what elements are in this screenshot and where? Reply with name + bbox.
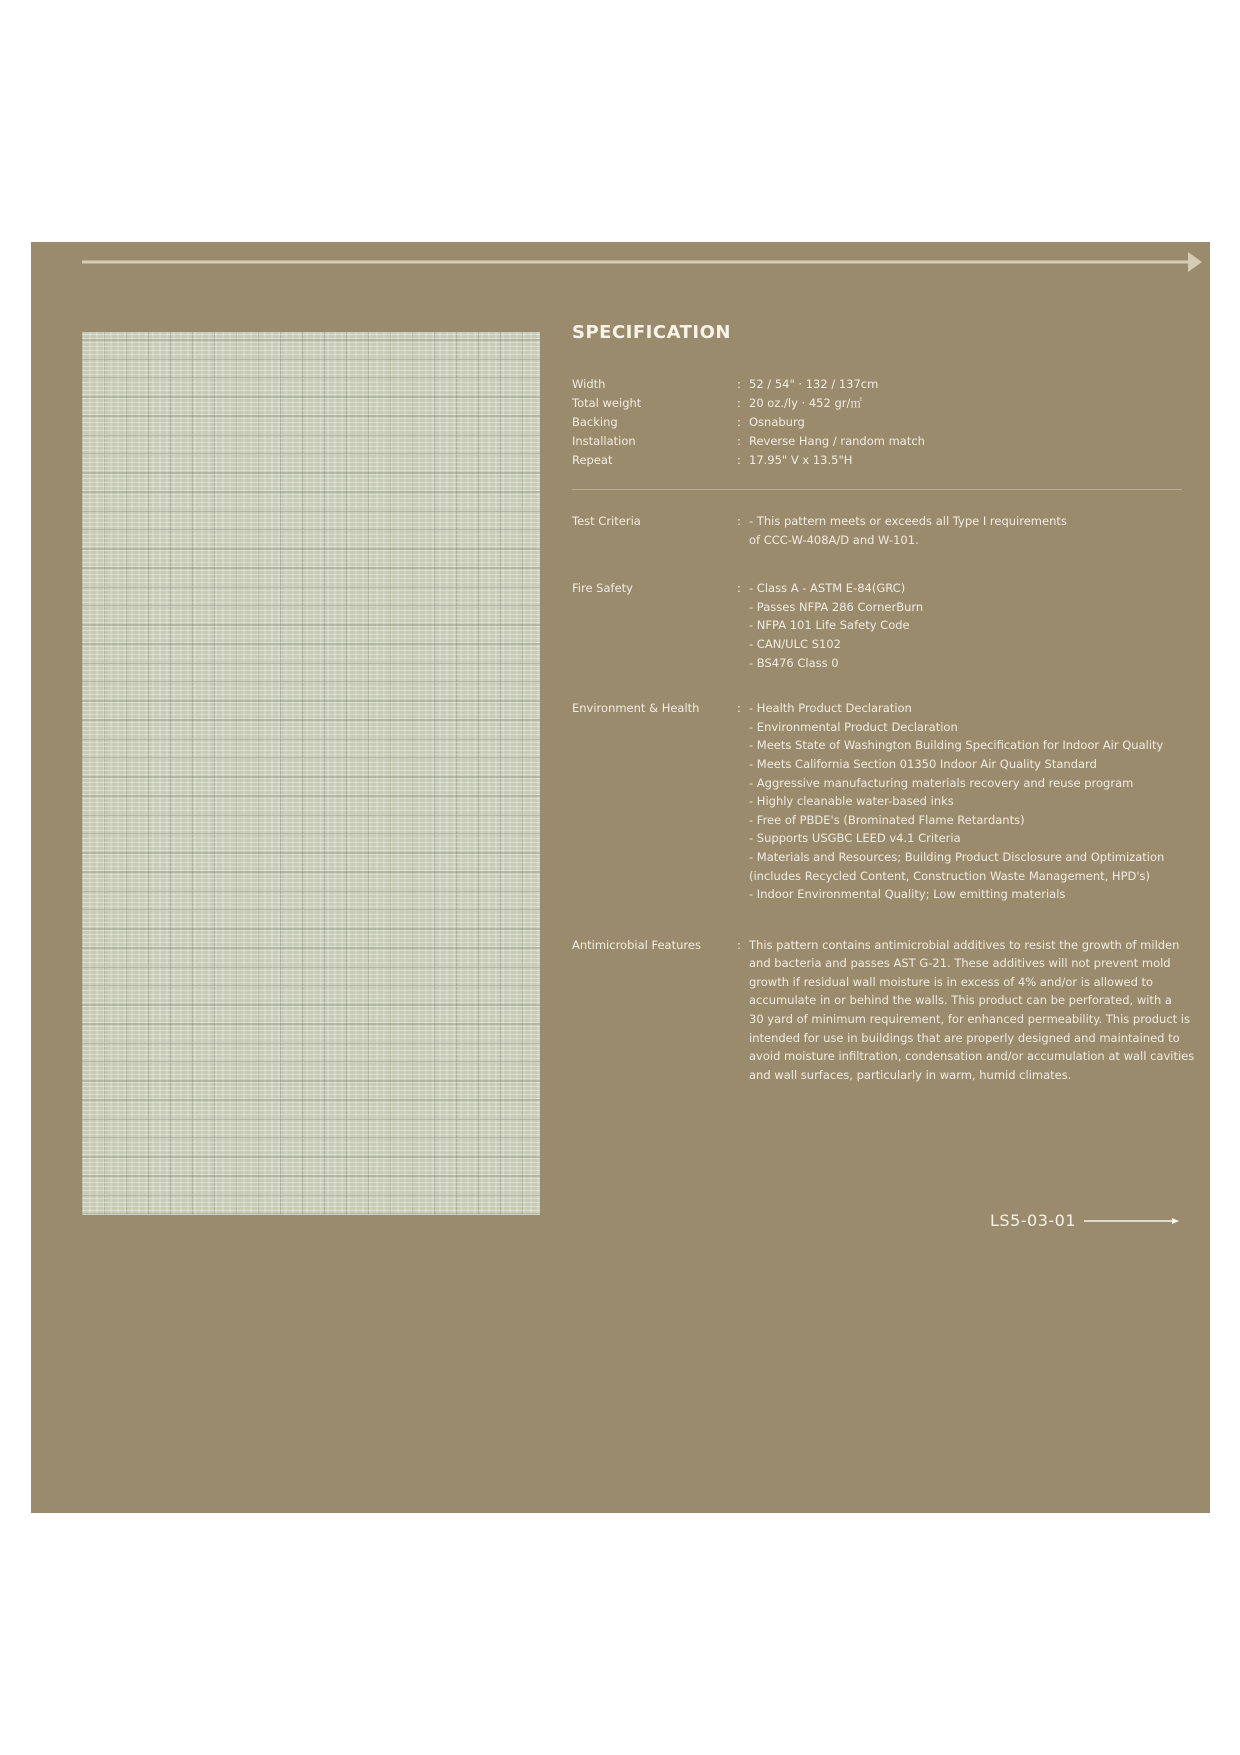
section-label: Environment & Health	[572, 701, 700, 716]
text-line: - Aggressive manufacturing materials recovery and reuse program	[749, 775, 1134, 790]
spec-table	[572, 375, 1182, 470]
text-line: and bacteria and passes AST G-21. These additives will not prevent mold	[749, 956, 1171, 971]
colon: :	[737, 434, 741, 448]
text-line: - Supports USGBC LEED v4.1 Criteria	[749, 831, 961, 846]
spec-label: Repeat	[572, 453, 613, 467]
colon: :	[737, 514, 741, 528]
text-line: - Free of PBDE's (Brominated Flame Retardants)	[749, 812, 1025, 827]
text-line: 30 yard of minimum requirement, for enhanced permeability. This product is	[749, 1012, 1190, 1027]
text-line: - Indoor Environmental Quality; Low emitting materials	[749, 887, 1066, 902]
text-line: - Meets State of Washington Building Specification for Indoor Air Quality	[749, 738, 1164, 753]
spec-label: Installation	[572, 434, 636, 448]
section-label: Fire Safety	[572, 581, 633, 596]
spec-value: 20 oz./ly · 452 gr/㎡	[749, 396, 862, 410]
antimicrobial-section	[572, 936, 1195, 1085]
text-line: intended for use in buildings that are properly designed and maintained to	[749, 1030, 1180, 1045]
text-line: - CAN/ULC S102	[749, 636, 841, 651]
spec-label: Width	[572, 377, 606, 391]
section-label: Test Criteria	[572, 514, 641, 528]
text-line: and wall surfaces, particularly in warm, humid climates.	[749, 1067, 1072, 1082]
spec-row-backing	[572, 413, 1182, 432]
wallcovering-swatch-image	[82, 332, 540, 1215]
spec-row-repeat	[572, 451, 1182, 470]
product-code-group	[990, 1211, 1179, 1230]
text-line: - Class A - ASTM E-84(GRC)	[749, 581, 906, 596]
spec-label: Backing	[572, 415, 618, 429]
spec-value: 52 / 54" · 132 / 137cm	[749, 377, 879, 391]
divider	[572, 489, 1182, 490]
text-line: - Health Product Declaration	[749, 701, 912, 716]
arrow-right-icon	[1084, 1215, 1179, 1227]
spec-row-width	[572, 375, 1182, 394]
section-label: Antimicrobial Features	[572, 937, 701, 952]
colon: :	[737, 937, 741, 952]
text-line: - Highly cleanable water-based inks	[749, 794, 954, 809]
spec-content	[572, 322, 1195, 1084]
text-line: - Meets California Section 01350 Indoor Air Quality Standard	[749, 756, 1097, 771]
colon: :	[737, 701, 741, 716]
colon: :	[737, 453, 741, 467]
colon: :	[737, 377, 741, 391]
text-line: - BS476 Class 0	[749, 655, 839, 670]
spec-row-installation	[572, 432, 1182, 451]
text-line: This pattern contains antimicrobial additives to resist the growth of milden	[749, 937, 1180, 952]
product-code: LS5-03-01	[990, 1211, 1077, 1230]
text-line: accumulate in or behind the walls. This product can be perforated, with a	[749, 993, 1172, 1008]
text-line: - Environmental Product Declaration	[749, 719, 958, 734]
colon: :	[737, 581, 741, 596]
spec-title: SPECIFICATION	[572, 322, 731, 343]
fire-safety-section	[572, 579, 1182, 672]
environment-health-section	[572, 699, 1182, 904]
spec-row-total-weight	[572, 394, 1182, 413]
spec-label: Total weight	[572, 396, 642, 410]
colon: :	[737, 396, 741, 410]
spec-value: 17.95" V x 13.5"H	[749, 453, 853, 467]
spec-value: Reverse Hang / random match	[749, 434, 925, 448]
text-line: growth if residual wall moisture is in excess of 4% and/or is allowed to	[749, 974, 1154, 989]
spec-value: Osnaburg	[749, 415, 805, 429]
test-criteria-section	[572, 512, 1182, 549]
text-line: avoid moisture infiltration, condensation and/or accumulation at wall cavities	[749, 1049, 1195, 1064]
arrow-right-icon	[82, 248, 1202, 276]
text-line: - Materials and Resources; Building Product Disclosure and Optimization	[749, 849, 1165, 864]
text-line: - Passes NFPA 286 CornerBurn	[749, 599, 924, 614]
colon: :	[737, 415, 741, 429]
text-line: (includes Recycled Content, Construction Waste Management, HPD's)	[749, 868, 1151, 883]
spec-panel	[31, 242, 1210, 1513]
text-line: of CCC-W-408A/D and W-101.	[749, 532, 919, 547]
text-line: - This pattern meets or exceeds all Type I requirements	[749, 514, 1067, 528]
text-line: - NFPA 101 Life Safety Code	[749, 618, 910, 633]
